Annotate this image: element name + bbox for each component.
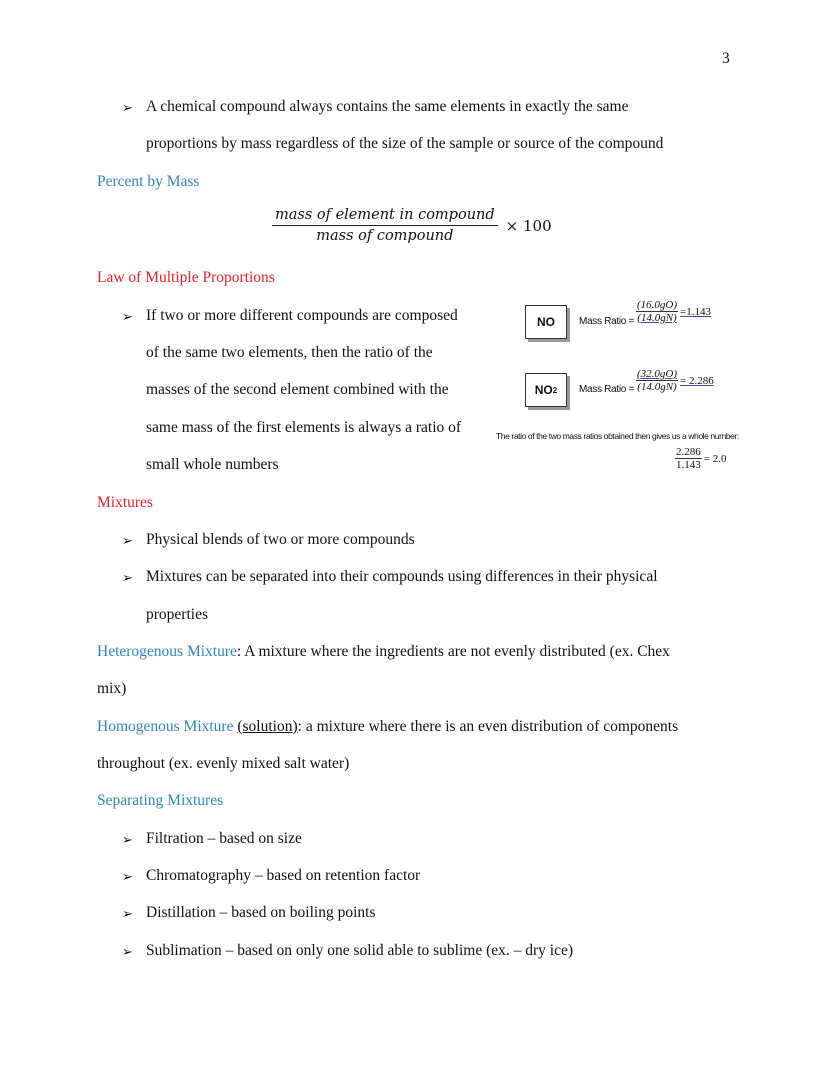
ratio-result: =1.143 bbox=[680, 305, 711, 318]
ratio-denominator: (14.0gN) bbox=[637, 312, 677, 324]
compound-subscript: 2 bbox=[552, 385, 558, 395]
mass-ratio-no2 bbox=[636, 368, 714, 393]
bullet-arrow-icon: ➢ bbox=[122, 869, 133, 884]
figure-caption: The ratio of the two mass ratios obtained then gives us a whole number: bbox=[496, 431, 739, 441]
law-bullet-line: masses of the second element combined with the bbox=[146, 381, 449, 398]
bullet-arrow-icon: ➢ bbox=[122, 832, 133, 847]
separating-bullet: Sublimation – based on only one solid able to sublime (ex. – dry ice) bbox=[146, 942, 574, 959]
final-numerator: 2.286 bbox=[676, 446, 701, 458]
percent-mass-formula bbox=[272, 207, 552, 244]
compound-box-no bbox=[525, 305, 567, 339]
homogenous-text: : a mixture where there is an even distribution of components bbox=[297, 718, 679, 735]
heading-separating-mixtures: Separating Mixtures bbox=[97, 792, 224, 809]
final-denominator: 1.143 bbox=[676, 459, 701, 471]
intro-bullet-line2: proportions by mass regardless of the size of the sample or source of the compound bbox=[146, 135, 664, 152]
heading-mixtures: Mixtures bbox=[97, 494, 153, 511]
ratio-result: = 2.286 bbox=[680, 374, 714, 387]
mass-ratio-label: Mass Ratio = bbox=[579, 384, 635, 395]
bullet-arrow-icon: ➢ bbox=[122, 944, 133, 959]
mass-ratio-label: Mass Ratio = bbox=[579, 316, 635, 327]
bullet-arrow-icon: ➢ bbox=[122, 100, 133, 115]
compound-label: NO bbox=[534, 383, 553, 397]
formula-multiplier: × 100 bbox=[505, 216, 552, 235]
formula-denominator: mass of compound bbox=[316, 228, 454, 244]
mass-ratio-no bbox=[636, 299, 711, 324]
intro-bullet-line1: A chemical compound always contains the same elements in exactly the same bbox=[146, 98, 629, 115]
law-bullet-line: If two or more different compounds are composed bbox=[146, 307, 458, 324]
bullet-arrow-icon: ➢ bbox=[122, 309, 133, 324]
separating-bullet: Chromatography – based on retention factor bbox=[146, 867, 421, 884]
final-result: = 2.0 bbox=[703, 452, 727, 465]
ratio-denominator: (14.0gN) bbox=[637, 381, 677, 393]
formula-fraction bbox=[272, 207, 498, 244]
heterogenous-definition bbox=[97, 643, 670, 661]
homogenous-definition bbox=[97, 718, 678, 736]
final-ratio bbox=[675, 446, 726, 471]
law-bullet-line: of the same two elements, then the ratio of the bbox=[146, 344, 433, 361]
ratio-numerator: (16.0gO) bbox=[637, 299, 678, 311]
bullet-arrow-icon: ➢ bbox=[122, 570, 133, 585]
bullet-arrow-icon: ➢ bbox=[122, 533, 133, 548]
homogenous-cont: throughout (ex. evenly mixed salt water) bbox=[97, 755, 350, 772]
heterogenous-text: : A mixture where the ingredients are not evenly distributed (ex. Chex bbox=[236, 643, 670, 660]
heading-law-multiple-proportions: Law of Multiple Proportions bbox=[97, 269, 275, 286]
heading-percent-by-mass: Percent by Mass bbox=[97, 173, 200, 190]
compound-box-no2 bbox=[525, 373, 567, 407]
law-bullet-line: same mass of the first elements is always a ratio of bbox=[146, 419, 462, 436]
heterogenous-cont: mix) bbox=[97, 680, 127, 697]
mixtures-bullet: Mixtures can be separated into their compounds using differences in their physical bbox=[146, 568, 658, 585]
compound-label: NO bbox=[537, 315, 555, 329]
page-number: 3 bbox=[722, 50, 730, 67]
separating-bullet: Distillation – based on boiling points bbox=[146, 904, 376, 921]
heterogenous-term: Heterogenous Mixture bbox=[97, 643, 237, 660]
separating-bullet: Filtration – based on size bbox=[146, 830, 302, 847]
homogenous-aside: (solution) bbox=[237, 718, 298, 735]
ratio-numerator: (32.0gO) bbox=[637, 368, 678, 380]
formula-numerator: mass of element in compound bbox=[272, 207, 498, 226]
homogenous-term: Homogenous Mixture bbox=[97, 718, 234, 735]
mixtures-bullet: Physical blends of two or more compounds bbox=[146, 531, 415, 548]
bullet-arrow-icon: ➢ bbox=[122, 906, 133, 921]
mixtures-bullet-cont: properties bbox=[146, 606, 208, 623]
law-bullet-line: small whole numbers bbox=[146, 456, 279, 473]
